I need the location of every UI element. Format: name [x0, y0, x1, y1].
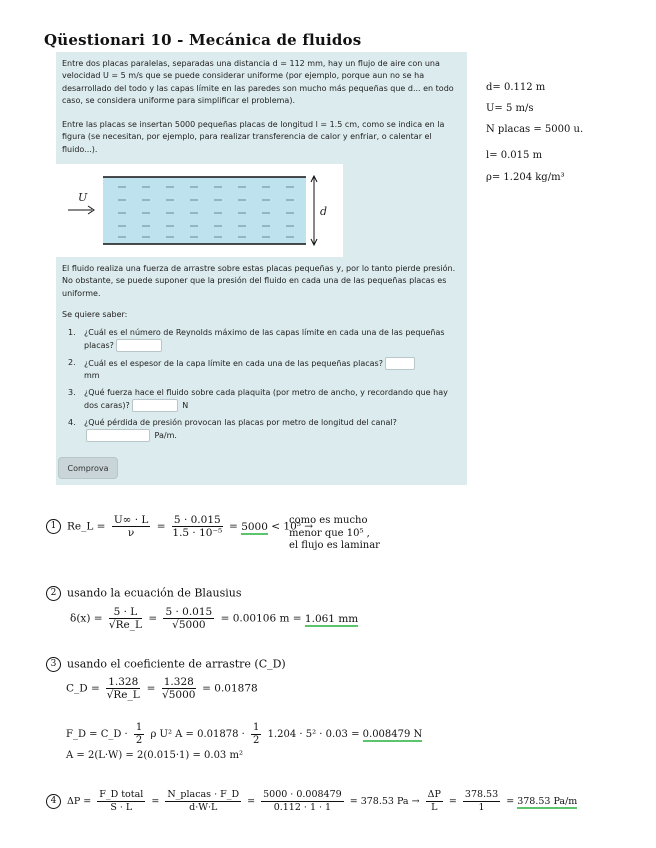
answer-4-unit: Pa/m.	[154, 431, 177, 441]
answer-3-unit: N	[182, 401, 189, 411]
solution-3-cd: C_D = $\frac{1.328}{√Re\_L}$ = $\frac{1.328}{√5000}$ = 0.01878	[66, 676, 258, 701]
solution-3-area: A = 2(L·W) = 2(0.015·1) = 0.03 m²	[66, 750, 243, 761]
answer-1-input[interactable]	[116, 339, 162, 352]
ask-label: Se quiere saber:	[62, 310, 128, 319]
fluid-region	[103, 177, 306, 244]
channel-diagram	[56, 164, 343, 257]
intro-paragraph-2: Entre las placas se insertan 5000 pequeñas placas de longitud l = 1.5 cm, como se indica en la figura (se necesitan, por ejemplo, para realizar transferencia de calor y enfriar, o calentar el fluido...).	[62, 120, 445, 154]
solution-1-note: como es mucho menor que 10⁵ , el flujo es laminar	[289, 515, 380, 551]
check-button[interactable]: Comprova	[58, 457, 118, 479]
re-result: 5000	[241, 520, 268, 533]
given-l: l= 0.015 m	[486, 150, 543, 161]
pressure-result: 378.53 Pa/m	[517, 796, 578, 807]
paragraph-3: El fluido realiza una fuerza de arrastre sobre estas placas pequeñas y, por lo tanto pierde presión. No obstante, se puede suponer que la presión del fluido en cada una de las pequeñas placas es uniforme.	[62, 264, 456, 298]
answer-3-input[interactable]	[132, 399, 178, 412]
answer-2-input[interactable]	[385, 357, 415, 370]
channel-figure	[56, 164, 343, 257]
u-label: U	[78, 191, 88, 204]
solution-4: 4 ΔP = $\frac{\text{F\_D total}}{S \cdot L}$ = $\frac{\text{N\_placas · F\_D}}{d\cdot W\cdot L}$ = $\frac{5000 \cdot 0.008479}{0.112 \cdot 1 \cdot 1}$ = 378.53 Pa → $\frac{\Delta P}{L}$ = $\frac{378.53}{1}$ = 378.53 Pa/m	[46, 789, 577, 814]
solution-1: 1 Re_L = $\frac{U\infty \cdot L}{\nu}$ = $\frac{5 \cdot 0.015}{\text{1.5 · 10⁻⁵}}$ = 5000 < 10⁵ →	[46, 514, 313, 539]
given-rho: ρ= 1.204 kg/m³	[486, 172, 565, 183]
delta-result: 1.061 mm	[304, 612, 359, 625]
d-label: d	[320, 205, 328, 218]
solution-3-force: F_D = C_D · $\frac{1}{2}$ ρ U² A = 0.01878 · $\frac{1}{2}$ 1.204 · 5² · 0.03 = 0.008479 N	[66, 722, 423, 746]
quiz-panel: Entre dos placas paralelas, separadas una distancia d = 112 mm, hay un flujo de aire con una velocidad U = 5 m/s que se puede considerar uniforme (por ejemplo, porque aun no se ha desarrollado del todo y las capas límite en las paredes son mucho más pequeñas que d... en todo caso, se considera uniforme para simplificar el problema). Entre las placas se insertan 5000 pequeñas placas de longitud l = 1.5 cm, como se indica en la figura (se necesitan, por ejemplo, para realizar transferencia de calor y enfriar, o calentar el fluido...). U d El fluido realiza una fuerza de arrastre sobre estas placas pequeñas y, por lo tanto pierde presión. No obstante, se puede suponer que la presión del fluido en cada una de las pequeñas placas es uniforme. Se quiere saber: 1. ¿Cuál es el número de Reynolds máximo de las capas límite en cada una de las pequeñas placas? 2. ¿Cuál es el espesor de la capa límite en cada una de las pequeñas placas? mm 3. ¿Qué fuerza hace el fluido sobre cada plaquita (por metro de ancho, y recordando que hay dos caras)? N 4. ¿Qué pérdida de presión provocan las placas por metro de longitud del canal? Pa/m. Comprova	[56, 52, 467, 485]
given-d: d= 0.112 m	[486, 82, 546, 93]
intro-paragraph-1: Entre dos placas paralelas, separadas una distancia d = 112 mm, hay un flujo de aire con una velocidad U = 5 m/s que se puede considerar uniforme (por ejemplo, porque aun no se ha desarrollado del todo y las capas límite en las paredes son mucho más pequeñas que d... en todo caso, se considera uniforme para simplificar el problema).	[62, 59, 454, 105]
solution-2-heading: 2 usando la ecuación de Blausius	[46, 586, 242, 601]
given-n-plates: N placas = 5000 u.	[486, 124, 584, 135]
solution-2: δ(x) = $\frac{5 \cdot L}{√Re\_L}$ = $\frac{5 \cdot 0.015}{√5000}$ = 0.00106 m = 1.061 mm	[70, 606, 359, 631]
answer-4-input[interactable]	[86, 429, 150, 442]
page-title: Qüestionari 10 - Mecánica de fluidos	[44, 31, 362, 49]
answer-2-unit: mm	[84, 371, 100, 381]
given-u: U= 5 m/s	[486, 103, 534, 114]
force-result: 0.008479 N	[362, 729, 423, 740]
solution-3-heading: 3 usando el coeficiente de arrastre (C_D)	[46, 657, 286, 672]
